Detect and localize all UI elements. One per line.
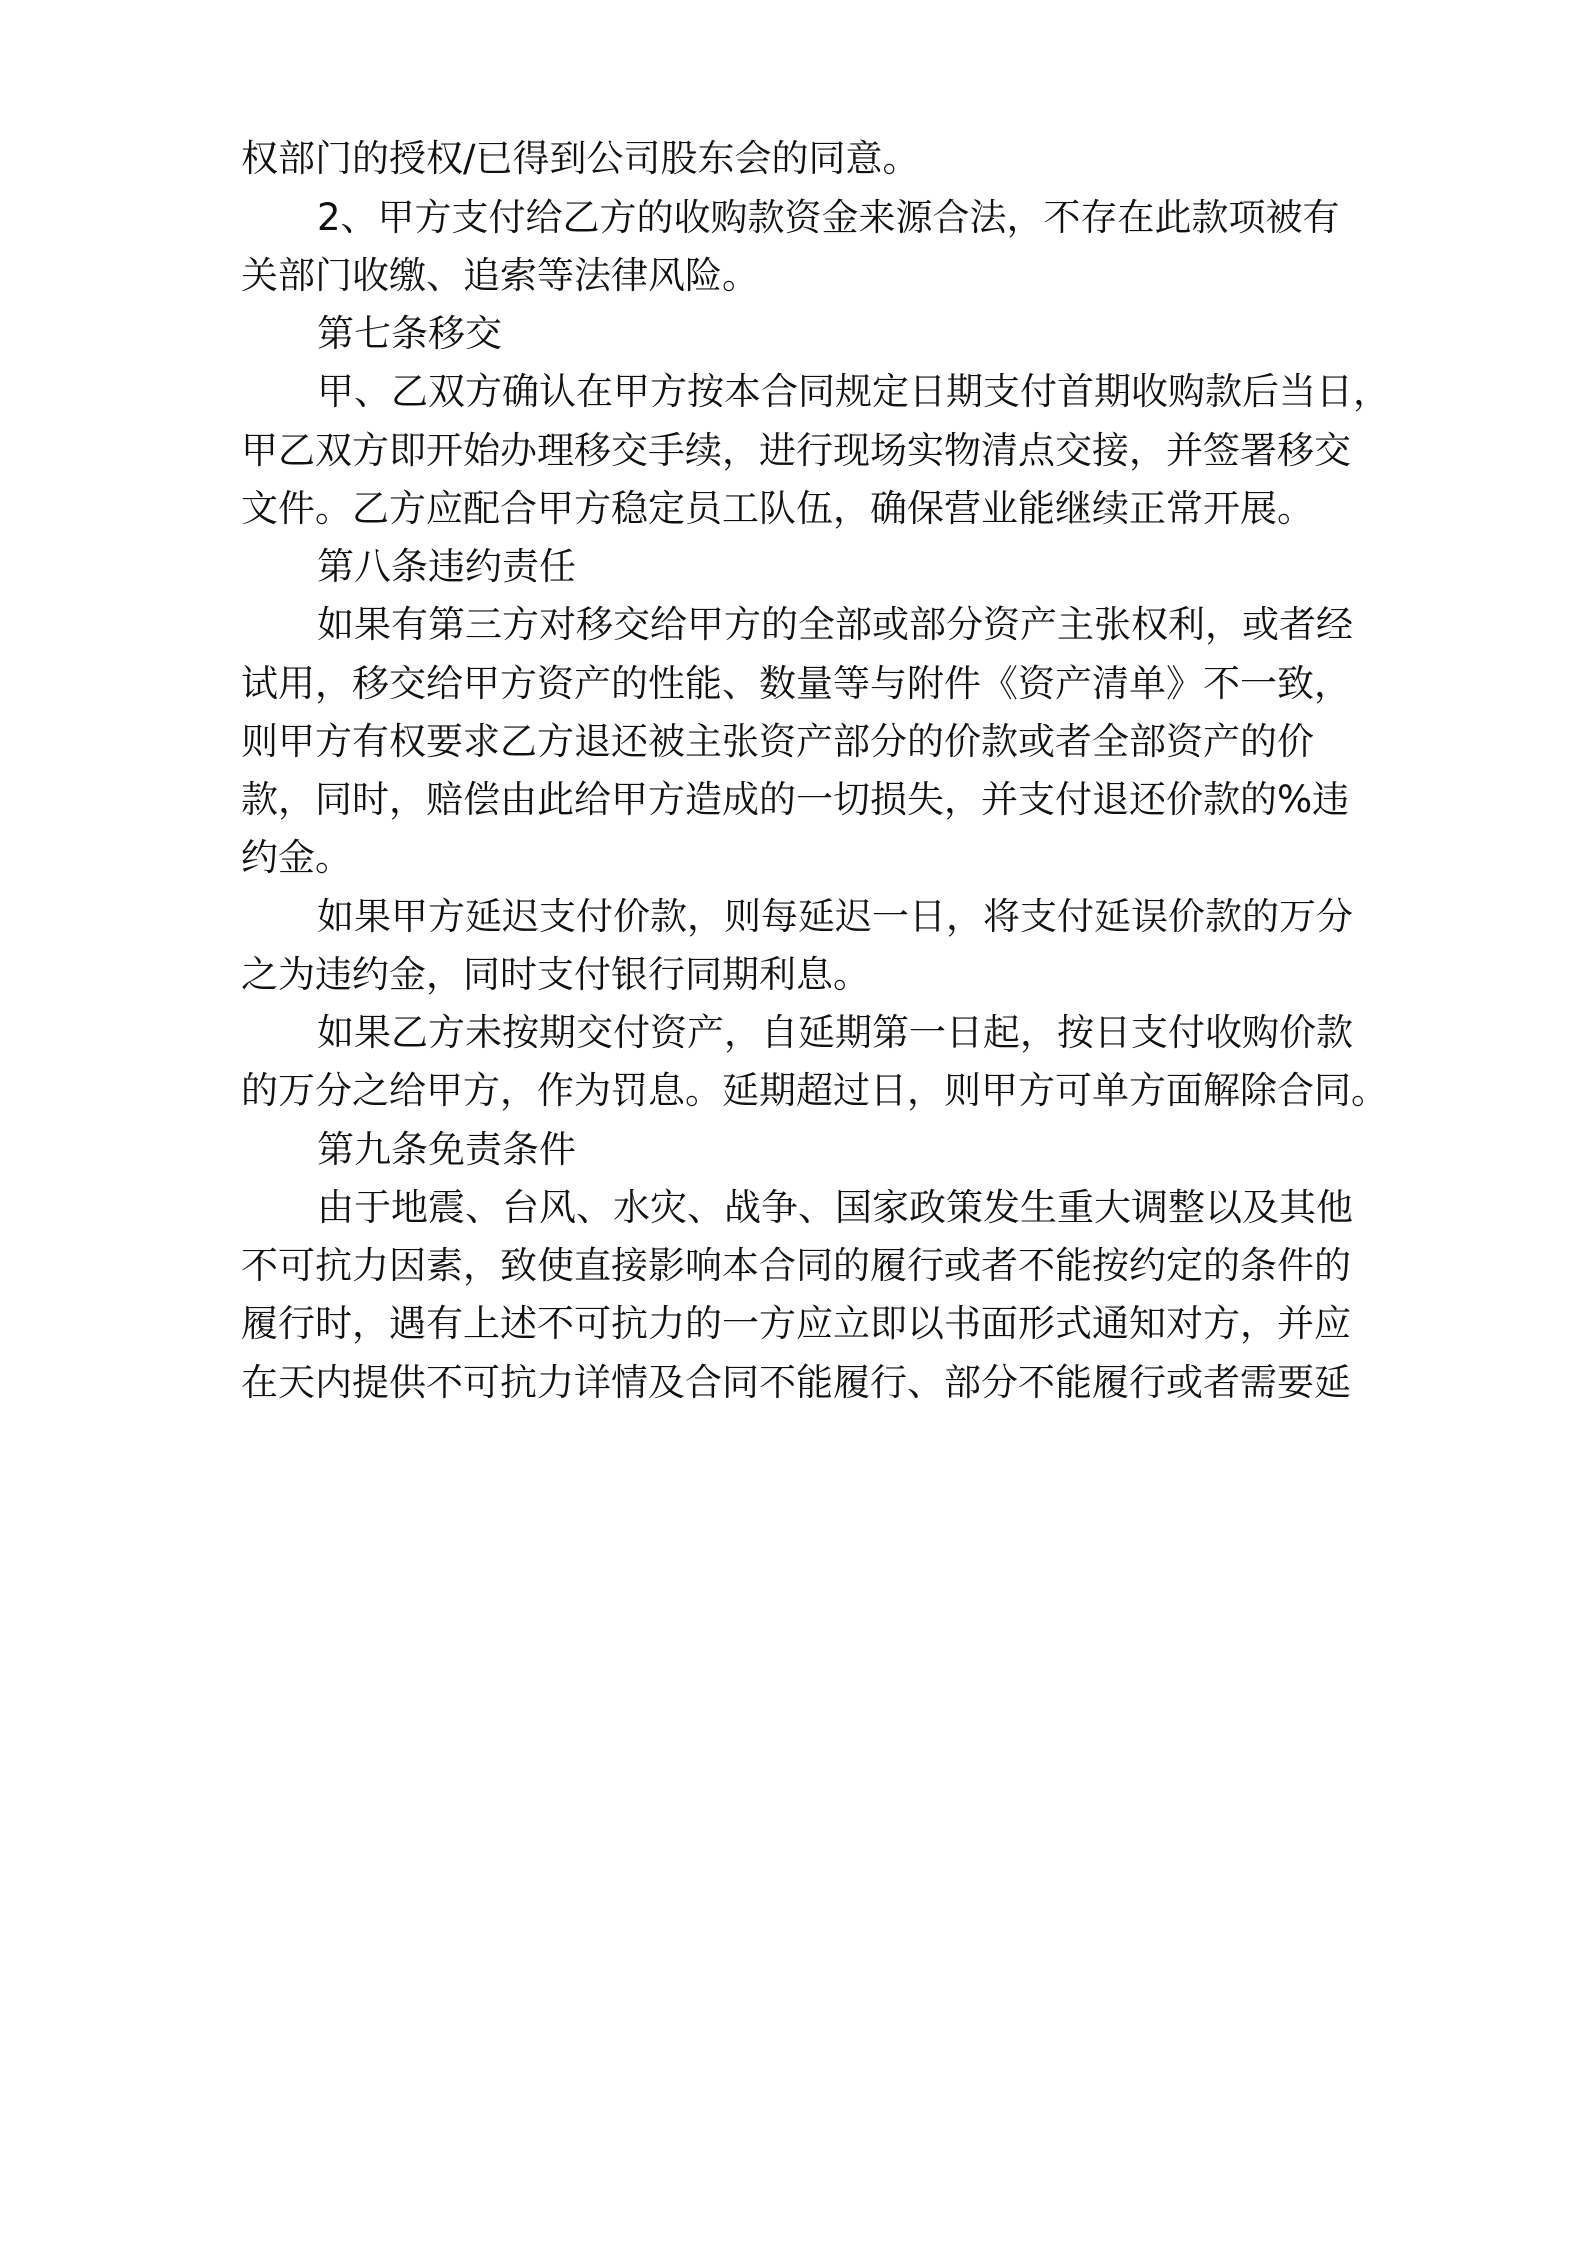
text-line: 甲、乙双方确认在甲方按本合同规定日期支付首期收购款后当日， (317, 370, 1390, 413)
text-line: 不可抗力因素，致使直接影响本合同的履行或者不能按约定的条件的 (241, 1244, 1351, 1287)
text-line: 约金。 (241, 836, 352, 879)
text-line: 试用，移交给甲方资产的性能、数量等与附件《资产清单》不一致， (241, 662, 1351, 705)
text-line: 如果乙方未按期交付资产，自延期第一日起，按日支付收购价款 (317, 1011, 1353, 1054)
text-line: 关部门收缴、追索等法律风险。 (241, 254, 759, 297)
text-line: 则甲方有权要求乙方退还被主张资产部分的价款或者全部资产的价 (241, 720, 1314, 763)
text-line: 由于地震、台风、水灾、战争、国家政策发生重大调整以及其他 (317, 1186, 1353, 1229)
text-line: 如果有第三方对移交给甲方的全部或部分资产主张权利，或者经 (317, 603, 1353, 646)
text-line: 甲乙双方即开始办理移交手续，进行现场实物清点交接，并签署移交 (241, 429, 1351, 472)
section-heading: 第八条违约责任 (317, 545, 576, 588)
text-line: 的万分之给甲方，作为罚息。延期超过日，则甲方可单方面解除合同。 (241, 1069, 1388, 1112)
text-line: 2、甲方支付给乙方的收购款资金来源合法，不存在此款项被有 (317, 196, 1340, 239)
text-line: 款，同时，赔偿由此给甲方造成的一切损失，并支付退还价款的%违 (241, 778, 1350, 821)
section-heading: 第七条移交 (317, 312, 502, 355)
text-line: 权部门的授权/已得到公司股东会的同意。 (241, 137, 920, 180)
text-line: 如果甲方延迟支付价款，则每延迟一日，将支付延误价款的万分 (317, 895, 1353, 938)
text-line: 履行时，遇有上述不可抗力的一方应立即以书面形式通知对方，并应 (241, 1302, 1351, 1345)
text-line: 在天内提供不可抗力详情及合同不能履行、部分不能履行或者需要延 (241, 1361, 1351, 1404)
text-line: 之为违约金，同时支付银行同期利息。 (241, 953, 870, 996)
section-heading: 第九条免责条件 (317, 1128, 576, 1171)
text-line: 文件。乙方应配合甲方稳定员工队伍，确保营业能继续正常开展。 (241, 487, 1314, 530)
